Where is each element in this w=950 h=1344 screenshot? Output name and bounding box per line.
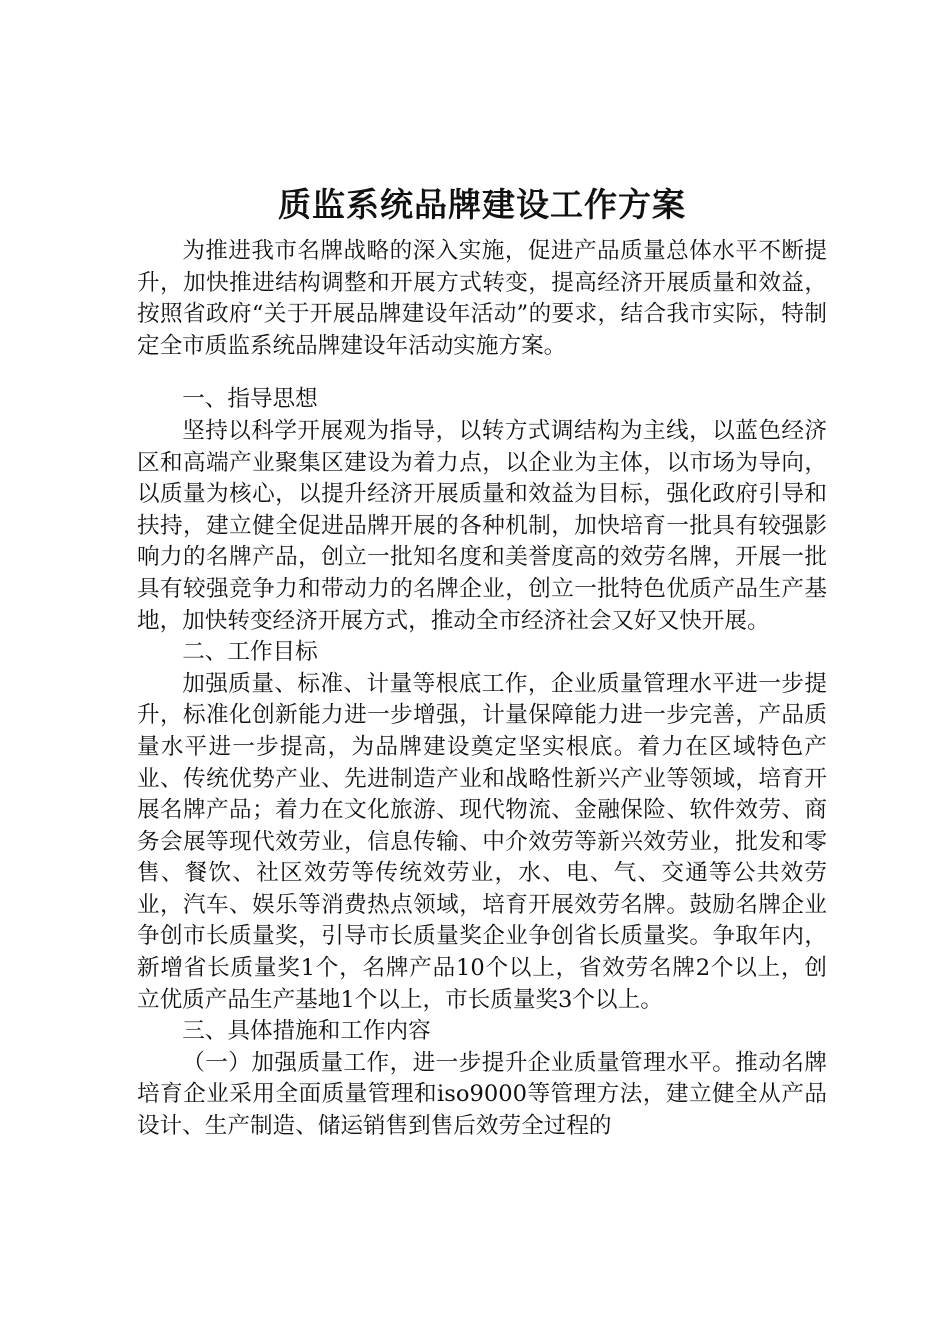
document-body bbox=[137, 236, 827, 1143]
intro-paragraph: 为推进我市名牌战略的深入实施，促进产品质量总体水平不断提升，加快推进结构调整和开展方式转变，提高经济开展质量和效益，按照省政府“关于开展品牌建设年活动”的要求，结合我市实际，特制定全市质监系统品牌建设年活动实施方案。 bbox=[137, 238, 827, 359]
section-heading-measures: 三、具体措施和工作内容 bbox=[182, 1018, 431, 1045]
section-heading-work-goals: 二、工作目标 bbox=[182, 639, 318, 666]
document-title: 质监系统品牌建设工作方案 bbox=[278, 185, 686, 224]
paragraph-spacer bbox=[137, 362, 827, 384]
section-paragraph: （一）加强质量工作，进一步提升企业质量管理水平。推动名牌培育企业采用全面质量管理和iso9000等管理方法，建立健全从产品设计、生产制造、储运销售到售后效劳全过程的 bbox=[137, 1049, 827, 1140]
document-page bbox=[137, 180, 827, 1143]
section-paragraph: 加强质量、标准、计量等根底工作，企业质量管理水平进一步提升，标准化创新能力进一步增强，计量保障能力进一步完善，产品质量水平进一步提高，为品牌建设奠定坚实根底。着力在区域特色产业、传统优势产业、先进制造产业和战略性新兴产业等领域，培育开展名牌产品；着力在文化旅游、现代物流、金融保险、软件效劳、商务会展等现代效劳业，信息传输、中介效劳等新兴效劳业，批发和零售、餐饮、社区效劳等传统效劳业，水、电、气、交通等公共效劳业，汽车、娱乐等消费热点领域，培育开展效劳名牌。鼓励名牌企业争创市长质量奖，引导市长质量奖企业争创省长质量奖。争取年内，新增省长质量奖1个，名牌产品10个以上，省效劳名牌2个以上，创立优质产品生产基地1个以上，市长质量奖3个以上。 bbox=[137, 670, 827, 1013]
section-heading-guiding-ideology: 一、指导思想 bbox=[182, 386, 318, 413]
section-paragraph: 坚持以科学开展观为指导，以转方式调结构为主线，以蓝色经济区和高端产业聚集区建设为着力点，以企业为主体，以市场为导向，以质量为核心，以提升经济开展质量和效益为目标，强化政府引导和扶持，建立健全促进品牌开展的各种机制，加快培育一批具有较强影响力的名牌产品，创立一批知名度和美誉度高的效劳名牌，开展一批具有较强竞争力和带动力的名牌企业，创立一批特色优质产品生产基地，加快转变经济开展方式，推动全市经济社会又好又快开展。 bbox=[137, 417, 827, 634]
